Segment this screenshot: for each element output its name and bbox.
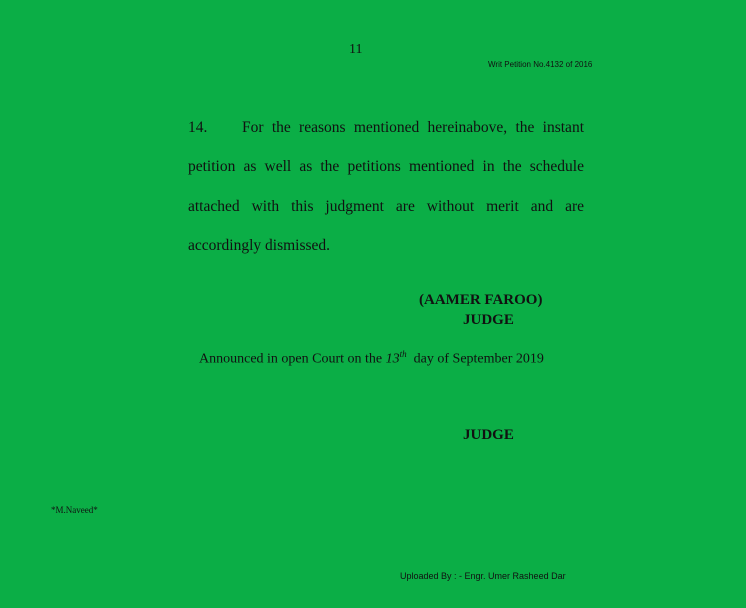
announcement-line (199, 349, 544, 368)
judge-name: (AAMER FAROO) (419, 292, 543, 308)
uploaded-by: Uploaded By : - Engr. Umer Rasheed Dar (400, 571, 566, 581)
paragraph-text: For the reasons mentioned hereinabove, the instant petition as well as the petitions mentioned in the schedule attached with this judgment are without merit and are accordingly dismissed. (188, 119, 584, 254)
announcement-day-suffix: th (399, 349, 407, 359)
announcement-prefix: Announced in open Court on the (199, 351, 383, 367)
judge-title: JUDGE (463, 312, 514, 328)
case-reference: Writ Petition No.4132 of 2016 (488, 60, 593, 69)
judgment-paragraph (188, 108, 584, 265)
author-initials: *M.Naveed* (51, 505, 98, 515)
paragraph-number: 14. (188, 119, 208, 136)
page-number: 11 (349, 42, 363, 57)
second-judge-title: JUDGE (463, 427, 514, 443)
announcement-suffix: day of September 2019 (413, 351, 544, 367)
announcement-day: 13 (385, 351, 400, 367)
